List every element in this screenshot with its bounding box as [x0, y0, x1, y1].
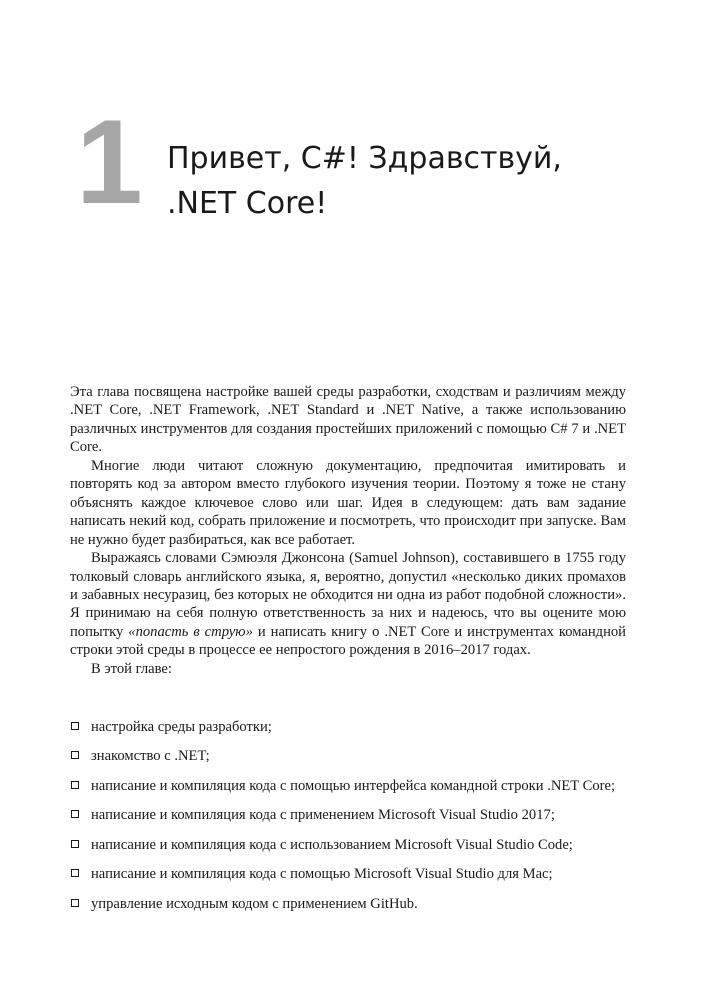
chapter-intro-text [70, 383, 626, 678]
list-item [70, 718, 626, 736]
list-item [70, 747, 626, 765]
list-item-text: написание и компиляция кода с использованием Microsoft Visual Studio Code; [91, 836, 573, 853]
paragraph-johnson-part-1: Выражаясь словами Сэмюэля Джонсона (Samuel Johnson), составившего в 1755 году толковый словарь английского языка, я, вероятно, допустил «несколько диких промахов и забавных несуразиц, без которых не обходится ни одна из работ подобной сложности». Я принимаю на себя полную ответственность за них и надеюсь, что вы оцените мою попытку [70, 550, 626, 640]
checkbox-bullet-icon [71, 810, 79, 818]
chapter-title-line-2: .NET Core! [167, 186, 328, 221]
list-item-text: настройка среды разработки; [91, 719, 272, 735]
checkbox-bullet-icon [71, 869, 79, 877]
list-item-text: написание и компиляция кода с применением Microsoft Visual Studio 2017; [91, 807, 555, 824]
checkbox-bullet-icon [71, 751, 79, 759]
paragraph-johnson-quote [70, 549, 626, 660]
list-item [70, 777, 626, 795]
chapter-title [167, 136, 562, 226]
paragraph-intro: Эта глава посвящена настройке вашей среды разработки, сходствам и различиям между .NET Core, .NET Framework, .NET Standard и .NET Native, а также использованию различных инструментов для создания простейших приложений с помощью C# 7 и .NET Core. [70, 384, 626, 456]
paragraph-johnson-emphasis: «попасть в струю» [128, 623, 253, 640]
checkbox-bullet-icon [71, 899, 79, 907]
list-item-text: написание и компиляция кода с помощью Microsoft Visual Studio для Mac; [91, 866, 553, 883]
list-item [70, 865, 626, 883]
list-item-text: управление исходным кодом с применением GitHub. [91, 895, 418, 912]
checkbox-bullet-icon [71, 840, 79, 848]
chapter-number: 1 [76, 95, 139, 229]
checkbox-bullet-icon [71, 722, 79, 730]
list-item [70, 806, 626, 824]
list-item-text: знакомство с .NET; [91, 748, 210, 765]
list-item [70, 895, 626, 913]
paragraph-chapter-contents-intro: В этой главе: [91, 660, 172, 677]
list-item [70, 836, 626, 854]
paragraph-johnson-part-2: и написать книгу о .NET Core и инструментах командной строки этой среды в процессе ее непростого рождения в 2016–2017 годах. [70, 623, 626, 659]
chapter-topics-list [70, 718, 626, 924]
checkbox-bullet-icon [71, 781, 79, 789]
list-item-text: написание и компиляция кода с помощью интерфейса командной строки .NET Core; [91, 777, 616, 794]
chapter-title-line-1: Привет, C#! Здравствуй, [167, 141, 562, 176]
paragraph-approach: Многие люди читают сложную документацию, предпочитая имитировать и повторять код за автором вместо глубокого изучения теории. Поэтому я тоже не стану объяснять каждое ключевое слово или шаг. Идея в следующем: дать вам задание написать некий код, собрать приложение и посмотреть, что происходит при запуске. Вам не нужно будет разбираться, как все работает. [70, 457, 626, 548]
